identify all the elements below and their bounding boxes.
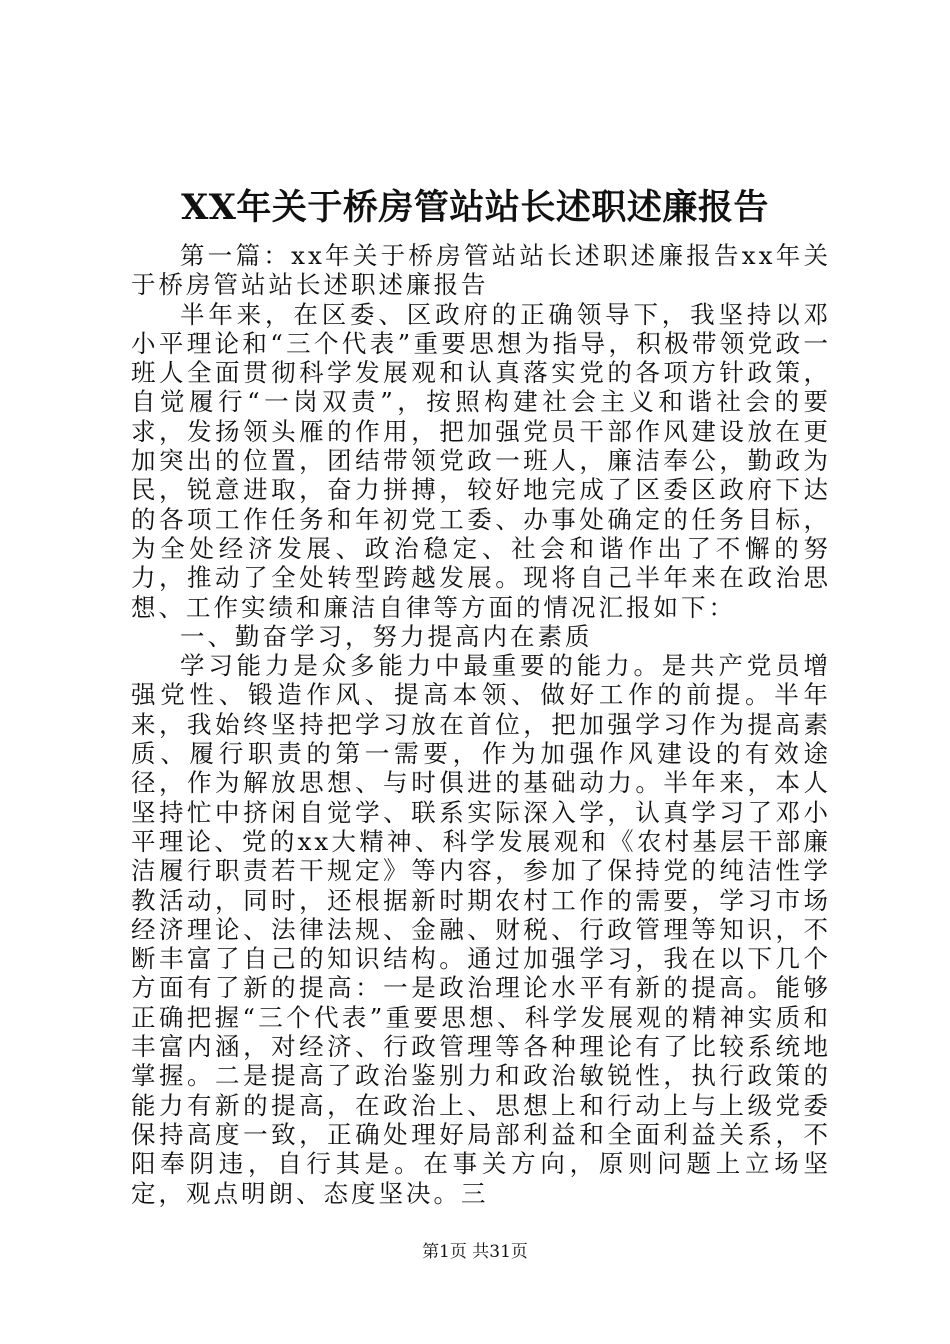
section-heading: 一、勤奋学习，努力提高内在素质 <box>180 621 593 651</box>
paragraph-learning: 学习能力是众多能力中最重要的能力。是共产党员增强党性、锻造作风、提高本领、做好工作的前提。半年来，我始终坚持把学习放在首位，把加强学习作为提高素质、履行职责的第一需要，作为加强作风建设的有效途径，作为解放思想、与时俱进的基础动力。半年来，本人坚持忙中挤闲自觉学、联系实际深入学，认真学习了邓小平理论、党的xx大精神、科学发展观和《农村基层干部廉洁履行职责若干规定》等内容，参加了保持党的纯洁性学教活动，同时，还根据新时期农村工作的需要，学习市场经济理论、法律法规、金融、财税、行政管理等知识，不断丰富了自己的知识结构。通过加强学习，我在以下几个方面有了新的提高：一是政治理论水平有新的提高。能够正确把握“三个代表”重要思想、科学发展观的精神实质和丰富内涵，对经济、行政管理等各种理论有了比较系统地掌握。二是提高了政治鉴别力和政治敏锐性，执行政策的能力有新的提高，在政治上、思想上和行动上与上级党委保持高度一致，正确处理好局部利益和全面利益关系，不阳奉阴违，自行其是。在事关方向，原则问题上立场坚定，观点明朗、态度坚决。三 <box>131 651 831 1208</box>
paragraph-summary: 半年来，在区委、区政府的正确领导下，我坚持以邓小平理论和“三个代表”重要思想为指导，积极带领党政一班人全面贯彻科学发展观和认真落实党的各项方针政策，自觉履行“一岗双责”，按照构建社会主义和谐社会的要求，发扬领头雁的作用，把加强党员干部作风建设放在更加突出的位置，团结带领党政一班人，廉洁奉公，勤政为民，锐意进取，奋力拼搏，较好地完成了区委区政府下达的各项工作任务和年初党工委、办事处确定的任务目标，为全处经济发展、政治稳定、社会和谐作出了不懈的努力，推动了全处转型跨越发展。现将自己半年来在政治思想、工作实绩和廉洁自律等方面的情况汇报如下： <box>131 299 831 622</box>
document-body <box>131 241 831 1208</box>
page-number-footer: 第1页 共31页 <box>422 1242 528 1262</box>
document-title: XX年关于桥房管站站长述职述廉报告 <box>181 187 769 228</box>
paragraph-intro: 第一篇：xx年关于桥房管站站长述职述廉报告xx年关于桥房管站站长述职述廉报告 <box>131 241 831 300</box>
